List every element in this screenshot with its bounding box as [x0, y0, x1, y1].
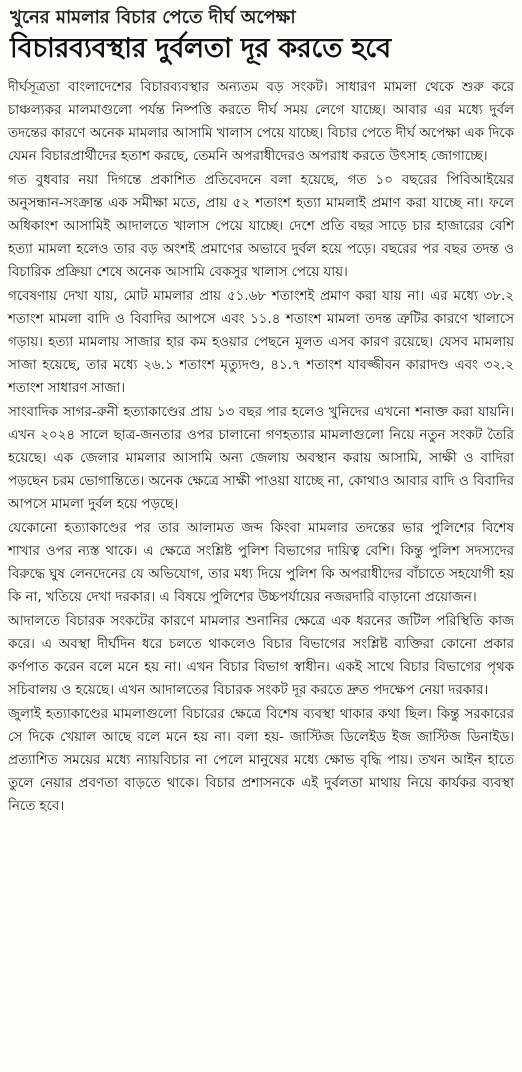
paragraph: যেকোনো হত্যাকাণ্ডের পর তার আলামত জব্দ কিংবা মামলার তদন্তের ভার পুলিশের বিশেষ শাখার ওপর ন্যস্ত থাকে। এ ক্ষেত্রে সংশ্লিষ্ট পুলিশ বিভাগের দায়িত্ব বেশি। কিন্তু পুলিশ সদস্যদের বিরুদ্ধে ঘুষ লেনদেনের যে অভিযোগ, তার মধ্য দিয়ে পুলিশ কি অপরাধীদের বাঁচাতে সহযোগী হয় কি না, খতিয়ে দেখা দরকার। এ বিষয়ে পুলিশের উচ্চপর্যায়ের নজরদারি বাড়ানো প্রয়োজন।	[8, 521, 514, 605]
article-kicker: খুনের মামলার বিচার পেতে দীর্ঘ অপেক্ষা	[10, 7, 296, 28]
article-headline: বিচারব্যবস্থার দুর্বলতা দূর করতে হবে	[10, 33, 391, 64]
paragraph: গবেষণায় দেখা যায়, মোট মামলার প্রায় ৫১.৬৮ শতাংশই প্রমাণ করা যায় না। এর মধ্যে ৩৮.২ শতাংশ মামলা বাদি ও বিবাদির আপসে এবং ১১.৪ শতাংশ মামলা তদন্ত ত্রুটির কারণে খালাসে গড়ায়। হত্যা মামলায় সাজার হার কম হওয়ার পেছনে মূলত এসব কারণ রয়েছে। যেসব মামলায় সাজা হয়েছে, তার মধ্যে ২৬.১ শতাংশ মৃত্যুদণ্ড, ৪১.৭ শতাংশ যাবজ্জীবন কারাদণ্ড এবং ৩২.২ শতাংশ সাধারণ সাজা।	[8, 289, 514, 396]
paragraph: দীর্ঘসূত্রতা বাংলাদেশের বিচারব্যবস্থার অন্যতম বড় সংকট। সাধারণ মামলা থেকে শুরু করে চাঞ্চল্যকর মালমাগুলো পর্যন্ত নিষ্পত্তি করতে দীর্ঘ সময় লেগে যাচ্ছে। আবার এর মধ্যে দুর্বল তদন্তের কারণে অনেক মামলার আসামি খালাস পেয়ে যাচ্ছে। বিচার পেতে দীর্ঘ অপেক্ষা এক দিকে যেমন বিচারপ্রার্থীদের হতাশ করছে, তেমনি অপরাধীদেরও অপরাধ করতে উৎসাহ জোগাচ্ছে।	[8, 80, 514, 164]
paragraph: সাংবাদিক সাগর-রুনী হত্যাকাণ্ডের প্রায় ১৩ বছর পার হলেও খুনিদের এখনো শনাক্ত করা যায়নি। এখন ২০২৪ সালে ছাত্র-জনতার ওপর চালানো গণহত্যার মামলাগুলো নিয়ে নতুন সংকট তৈরি হয়েছে। এক জেলার মামলার আসামি অন্য জেলায় অবস্থান করায় আসামি, সাক্ষী ও বাদিরা পড়ছেন চরম ভোগান্তিতে। অনেক ক্ষেত্রে সাক্ষী পাওয়া যাচ্ছে না, কোথাও আবার বাদি ও বিবাদির আপসে মামলা দুর্বল হয়ে পড়ছে।	[8, 405, 514, 512]
paragraph: আদালতে বিচারক সংকটের কারণে মামলার শুনানির ক্ষেত্রে এক ধরনের জটিল পরিস্থিতি কাজ করে। এ অবস্থা দীর্ঘদিন ধরে চলতে থাকলেও বিচার বিভাগের সংশ্লিষ্ট ব্যক্তিরা কোনো প্রকার কর্ণপাত করেন বলে মনে হয় না। এখন বিচার বিভাগ স্বাধীন। একই সাথে বিচার বিভাগের পৃথক সচিবালয় ও হয়েছে। এখন আদালতের বিচারক সংকট দূর করতে দ্রুত পদক্ষেপ নেয়া দরকার।	[8, 614, 514, 698]
paragraph: গত বুধবার নয়া দিগন্তে প্রকাশিত প্রতিবেদনে বলা হয়েছে, গত ১০ বছরের পিবিআইয়ের অনুসন্ধান-সংক্রান্ত এক সমীক্ষা মতে, প্রায় ৫২ শতাংশ হত্যা মামলাই প্রমাণ করা যাচ্ছে না। ফলে অধিকাংশ আসামিই আদালতে খালাস পেয়ে যাচ্ছে। দেশে প্রতি বছর সাড়ে চার হাজারের বেশি হত্যা মামলা হলেও তার বড় অংশই প্রমাণের অভাবে দুর্বল হয়ে পড়ে। বছরের পর বছর তদন্ত ও বিচারিক প্রক্রিয়া শেষে অনেক আসামি বেকসুর খালাস পেয়ে যায়।	[8, 173, 514, 280]
article-body	[8, 76, 514, 818]
paragraph: জুলাই হত্যাকাণ্ডের মামলাগুলো বিচারের ক্ষেত্রে বিশেষ ব্যবস্থা থাকার কথা ছিল। কিন্তু সরকারের সে দিকে খেয়াল আছে বলে মনে হয় না। বলা হয়- জাস্টিজ ডিলেইড ইজ জাস্টিজ ডিনাইড। প্রত্যাশিত সময়ের মধ্যে ন্যায়বিচার না পেলে মানুষের মধ্যে ক্ষোভ বৃদ্ধি পায়। তখন আইন হাতে তুলে নেয়ার প্রবণতা বাড়তে থাকে। বিচার প্রশাসনকে এই দুর্বলতা মাথায় নিয়ে কার্যকর ব্যবস্থা নিতে হবে।	[8, 707, 514, 814]
